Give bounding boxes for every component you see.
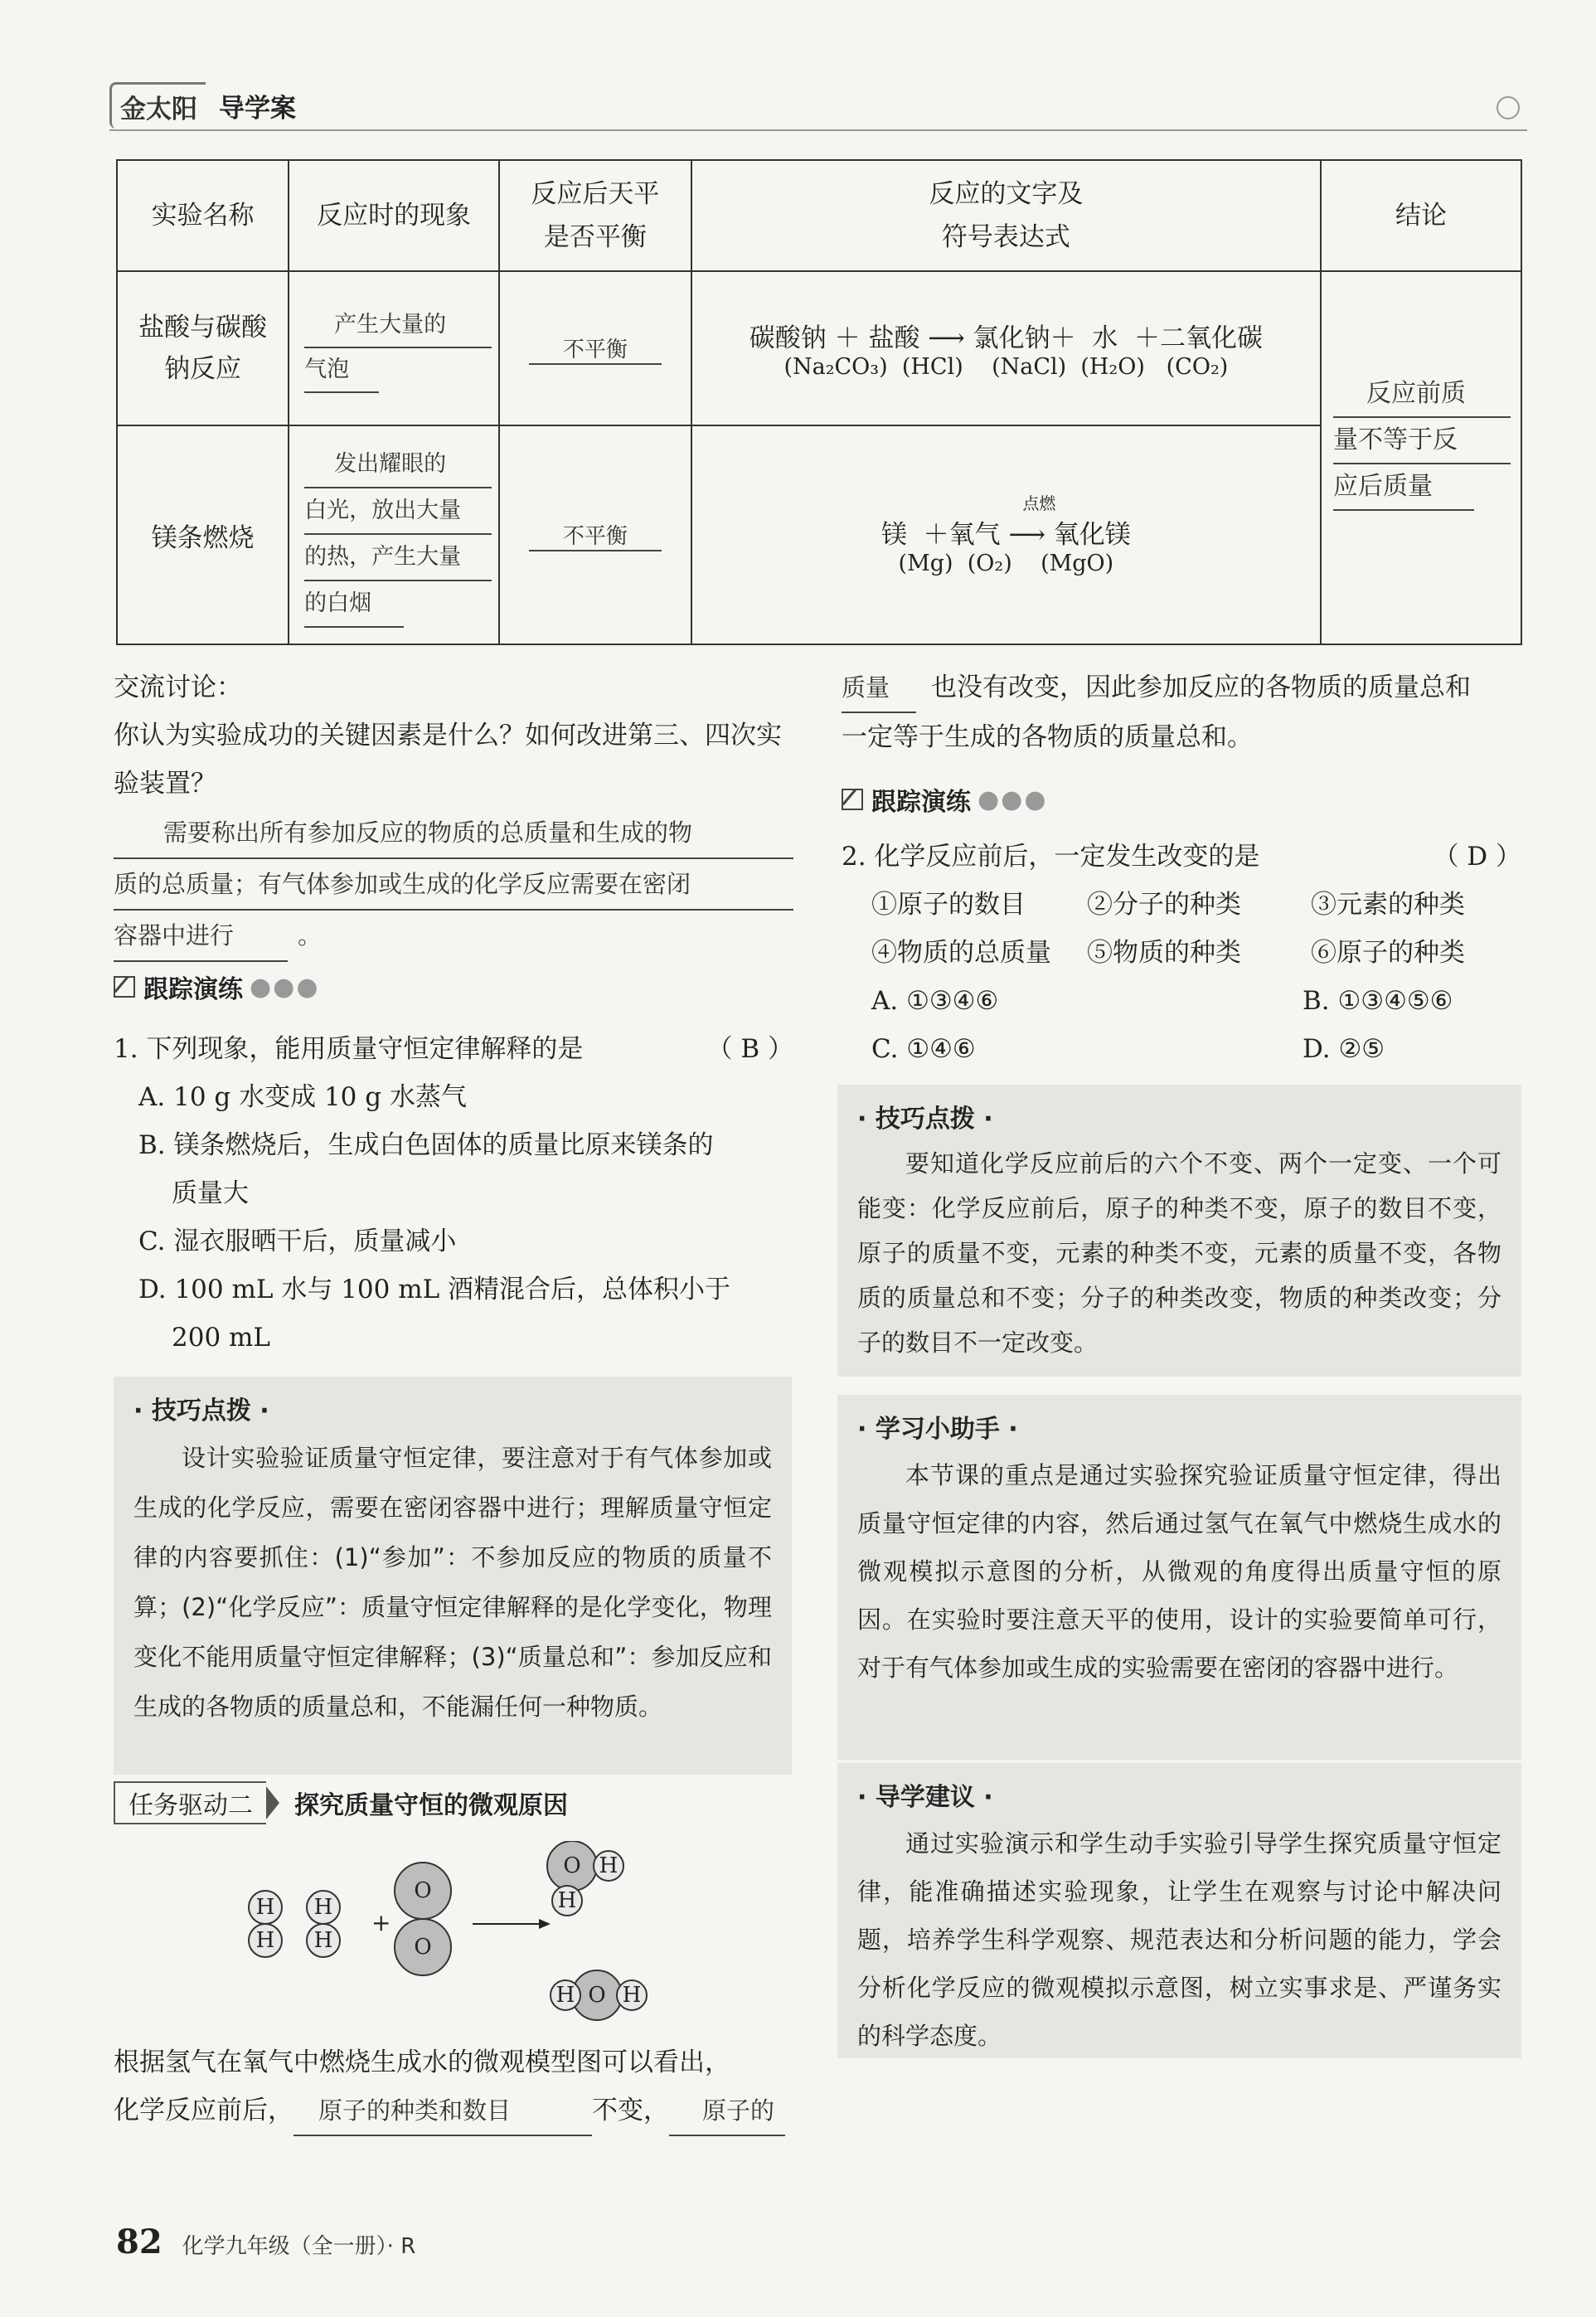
atom-label: H (599, 1853, 619, 1878)
header-phenomenon: 反应时的现象 (289, 160, 499, 271)
hydrogen-molecule (249, 1891, 282, 1957)
row1-equation-text: 碳酸钠 ＋ 盐酸 ⟶ 氯化钠＋ 水 ＋二氧化碳 (749, 323, 1264, 353)
option: D. ②⑤ (1303, 1034, 1385, 1064)
micro-blank2: 原子的 (669, 2086, 785, 2136)
choice-item: ⑤物质的种类 (1087, 938, 1241, 968)
micro-blank3: 质量 (842, 663, 916, 713)
water-molecule (547, 1841, 623, 1916)
oxygen-molecule (395, 1863, 451, 1975)
option: A. ①③④⑥ (871, 986, 999, 1016)
micro-line3b: 也没有改变，因此参加反应的各物质的质量总和 (931, 673, 1471, 702)
dots-decoration: ●●● (250, 972, 320, 1002)
pen-icon (114, 976, 135, 998)
row1-equation (691, 271, 1321, 425)
tip1-text: 设计实验验证质量守恒定律，要注意对于有气体参加或生成的化学反应，需要在密闭容器中进行；理解质量守恒定律的内容要抓住：(1)“参加”：不参加反应的物质的质量不算；(2)“化学反应”：质量守恒定律解释的是化学变化，物理变化不能用质量守恒定律解释；(3)“质量总和”：参加反应和生成的各物质的质量总和，不能漏任何一种物质。 (133, 1444, 772, 1721)
micro-line2b: 不变， (592, 2096, 669, 2125)
choice-item: ④物质的总质量 (871, 938, 1051, 968)
atom-label: H (255, 1928, 275, 1953)
choice-item: ⑥原子的种类 (1311, 938, 1465, 968)
row2-phenomenon-line: 白光，放出大量 (304, 488, 492, 535)
practice2-section (842, 781, 1048, 818)
practice1-question: 1. 下列现象，能用质量守恒定律解释的是 (114, 1034, 584, 1064)
footer (116, 2222, 415, 2261)
discussion-question: 你认为实验成功的关键因素是什么？如何改进第三、四次实验装置？ (114, 721, 782, 799)
tip1-box (114, 1377, 792, 1775)
conclusion-cell (1321, 271, 1521, 644)
header-balance: 反应后天平 是否平衡 (499, 160, 691, 271)
row1-balance (499, 271, 691, 425)
row1-phenomenon-line: 气泡 (304, 348, 379, 393)
atom-label: H (622, 1983, 642, 2008)
plus-sign: + (371, 1909, 391, 1936)
conclusion-line: 量不等于反 (1333, 418, 1511, 464)
brand-subtitle: 导学案 (219, 93, 296, 124)
row2-balance (499, 425, 691, 644)
book-title: 化学九年级（全一册）· R (182, 2234, 416, 2259)
reaction-condition: 点燃 (1022, 493, 1056, 513)
row2-equation-formula: (Mg) (O₂) (MgO) (898, 551, 1114, 576)
atom-label: O (563, 1853, 581, 1878)
conclusion-line: 反应前质 (1333, 372, 1511, 418)
arrow-head-icon (539, 1919, 551, 1929)
atom-label: H (255, 1895, 275, 1920)
brand-logo: 金太阳 (109, 82, 206, 129)
row1-equation-formula: (Na₂CO₃) (HCl) (NaCl) (H₂O) (CO₂) (783, 354, 1229, 380)
discussion-answer-line: 容器中进行 (114, 911, 288, 962)
pen-icon (842, 789, 863, 810)
experiment-table (116, 159, 1522, 645)
task2-title: 探究质量守恒的微观原因 (294, 1791, 568, 1820)
discussion-title: 交流讨论： (114, 673, 242, 702)
row2-balance-value: 不平衡 (529, 519, 662, 551)
choice-item: ②分子的种类 (1087, 890, 1241, 920)
choice-item: ①原子的数目 (871, 890, 1026, 920)
atom-label: O (588, 1983, 606, 2008)
practice1-answer: （ B ） (706, 1034, 793, 1064)
task-arrow-icon (266, 1786, 279, 1819)
header-rule (109, 129, 1527, 131)
practice2-title: 跟踪演练 (871, 788, 971, 817)
header-equation: 反应的文字及 符号表达式 (691, 160, 1321, 271)
hydrogen-molecule (307, 1891, 340, 1957)
row2-phenomenon (289, 425, 499, 644)
atom-label: O (414, 1878, 432, 1903)
helper-text: 本节课的重点是通过实验探究验证质量守恒定律，得出质量守恒定律的内容，然后通过氢气在氧气中燃烧生成水的微观模拟示意图的分析，从微观的角度得出质量守恒的原因。在实验时要注意天平的使用，设计的实验要简单可行，对于有气体参加或生成的实验需要在密闭的容器中进行。 (857, 1461, 1501, 1682)
practice1-title: 跟踪演练 (143, 975, 243, 1004)
guide-box (837, 1763, 1521, 2058)
row1-name: 盐酸与碳酸 钠反应 (117, 271, 289, 425)
water-molecule (551, 1970, 647, 2020)
practice1-block (114, 1025, 793, 1362)
micro-text-left (114, 2038, 793, 2136)
discussion-answer-end: 。 (298, 921, 323, 950)
option: 200 mL (172, 1323, 271, 1353)
row2-equation (691, 425, 1321, 644)
row2-name: 镁条燃烧 (117, 425, 289, 644)
tip2-title: · 技巧点拨 · (857, 1105, 993, 1134)
row2-phenomenon-line: 的热，产生大量 (304, 535, 492, 581)
dots-decoration: ●●● (977, 784, 1048, 814)
row2-phenomenon-line: 发出耀眼的 (304, 442, 492, 488)
task2-tag: 任务驱动二 (114, 1781, 266, 1824)
tip2-box (837, 1085, 1521, 1377)
micro-text-right (842, 663, 1521, 761)
atom-label: O (414, 1935, 432, 1960)
option: C. 湿衣服晒干后，质量减小 (138, 1227, 457, 1256)
table-row (117, 271, 1521, 425)
guide-title: · 导学建议 · (857, 1783, 993, 1812)
row2-phenomenon-line: 的白烟 (304, 581, 404, 628)
row1-phenomenon (289, 271, 499, 425)
row1-balance-value: 不平衡 (529, 333, 662, 365)
practice1-section (114, 969, 320, 1005)
guide-text: 通过实验演示和学生动手实验引导学生探究质量守恒定律，能准确描述实验现象，让学生在观察与讨论中解决问题，培养学生科学观察、规范表达和分析问题的能力，学会分析化学反应的微观模拟示意图，树立实事求是、严谨务实的科学态度。 (857, 1829, 1501, 2050)
atom-label: H (313, 1895, 333, 1920)
tip1-title: · 技巧点拨 · (133, 1397, 269, 1426)
micro-line4: 一定等于生成的各物质的质量总和。 (842, 722, 1253, 752)
practice2-answer: （ D ） (1433, 842, 1521, 872)
atom-label: H (313, 1928, 333, 1953)
row1-phenomenon-line: 产生大量的 (304, 304, 492, 348)
choice-item: ③元素的种类 (1311, 890, 1465, 920)
practice2-block (842, 833, 1521, 1073)
micro-blank1: 原子的种类和数目 (293, 2086, 592, 2136)
option: D. 100 mL 水与 100 mL 酒精混合后，总体积小于 (138, 1275, 731, 1304)
option: A. 10 g 水变成 10 g 水蒸气 (138, 1082, 467, 1112)
row2-equation-text: 镁 ＋氧气 ⟶ 氧化镁 (880, 520, 1131, 550)
option: C. ①④⑥ (871, 1034, 976, 1064)
brand-header (109, 83, 296, 128)
atom-label: H (557, 1888, 577, 1913)
helper-box (837, 1395, 1521, 1760)
header-conclusion: 结论 (1321, 160, 1521, 271)
conclusion-line: 应后质量 (1333, 464, 1474, 511)
tip2-text: 要知道化学反应前后的六个不变、两个一定变、一个可能变：化学反应前后，原子的种类不变，原子的数目不变，原子的质量不变，元素的种类不变，元素的质量不变，各物质的质量总和不变；分子的种类改变，物质的种类改变；分子的数目不一定改变。 (857, 1149, 1501, 1357)
micro-line1: 根据氢气在氧气中燃烧生成水的微观模型图可以看出， (114, 2047, 730, 2077)
table-header-row (117, 160, 1521, 271)
option: B. 镁条燃烧后，生成白色固体的质量比原来镁条的 (138, 1130, 714, 1160)
helper-title: · 学习小助手 · (857, 1415, 1018, 1444)
table-row (117, 425, 1521, 644)
micro-line2a: 化学反应前后， (114, 2096, 293, 2125)
task2-header (114, 1781, 568, 1824)
lightbulb-icon (1497, 96, 1520, 119)
option: 质量大 (172, 1178, 249, 1208)
molecule-diagram (232, 1841, 663, 2048)
practice2-question: 2. 化学反应前后，一定发生改变的是 (842, 842, 1260, 872)
discussion-answer-line: 需要称出所有参加反应的物质的总质量和生成的物 (114, 808, 793, 859)
header-name: 实验名称 (117, 160, 289, 271)
option: B. ①③④⑤⑥ (1303, 986, 1453, 1016)
discussion-block (114, 663, 793, 962)
atom-label: H (555, 1983, 575, 2008)
discussion-answer-line: 质的总质量；有气体参加或生成的化学反应需要在密闭 (114, 859, 793, 911)
page-number: 82 (116, 2222, 163, 2261)
